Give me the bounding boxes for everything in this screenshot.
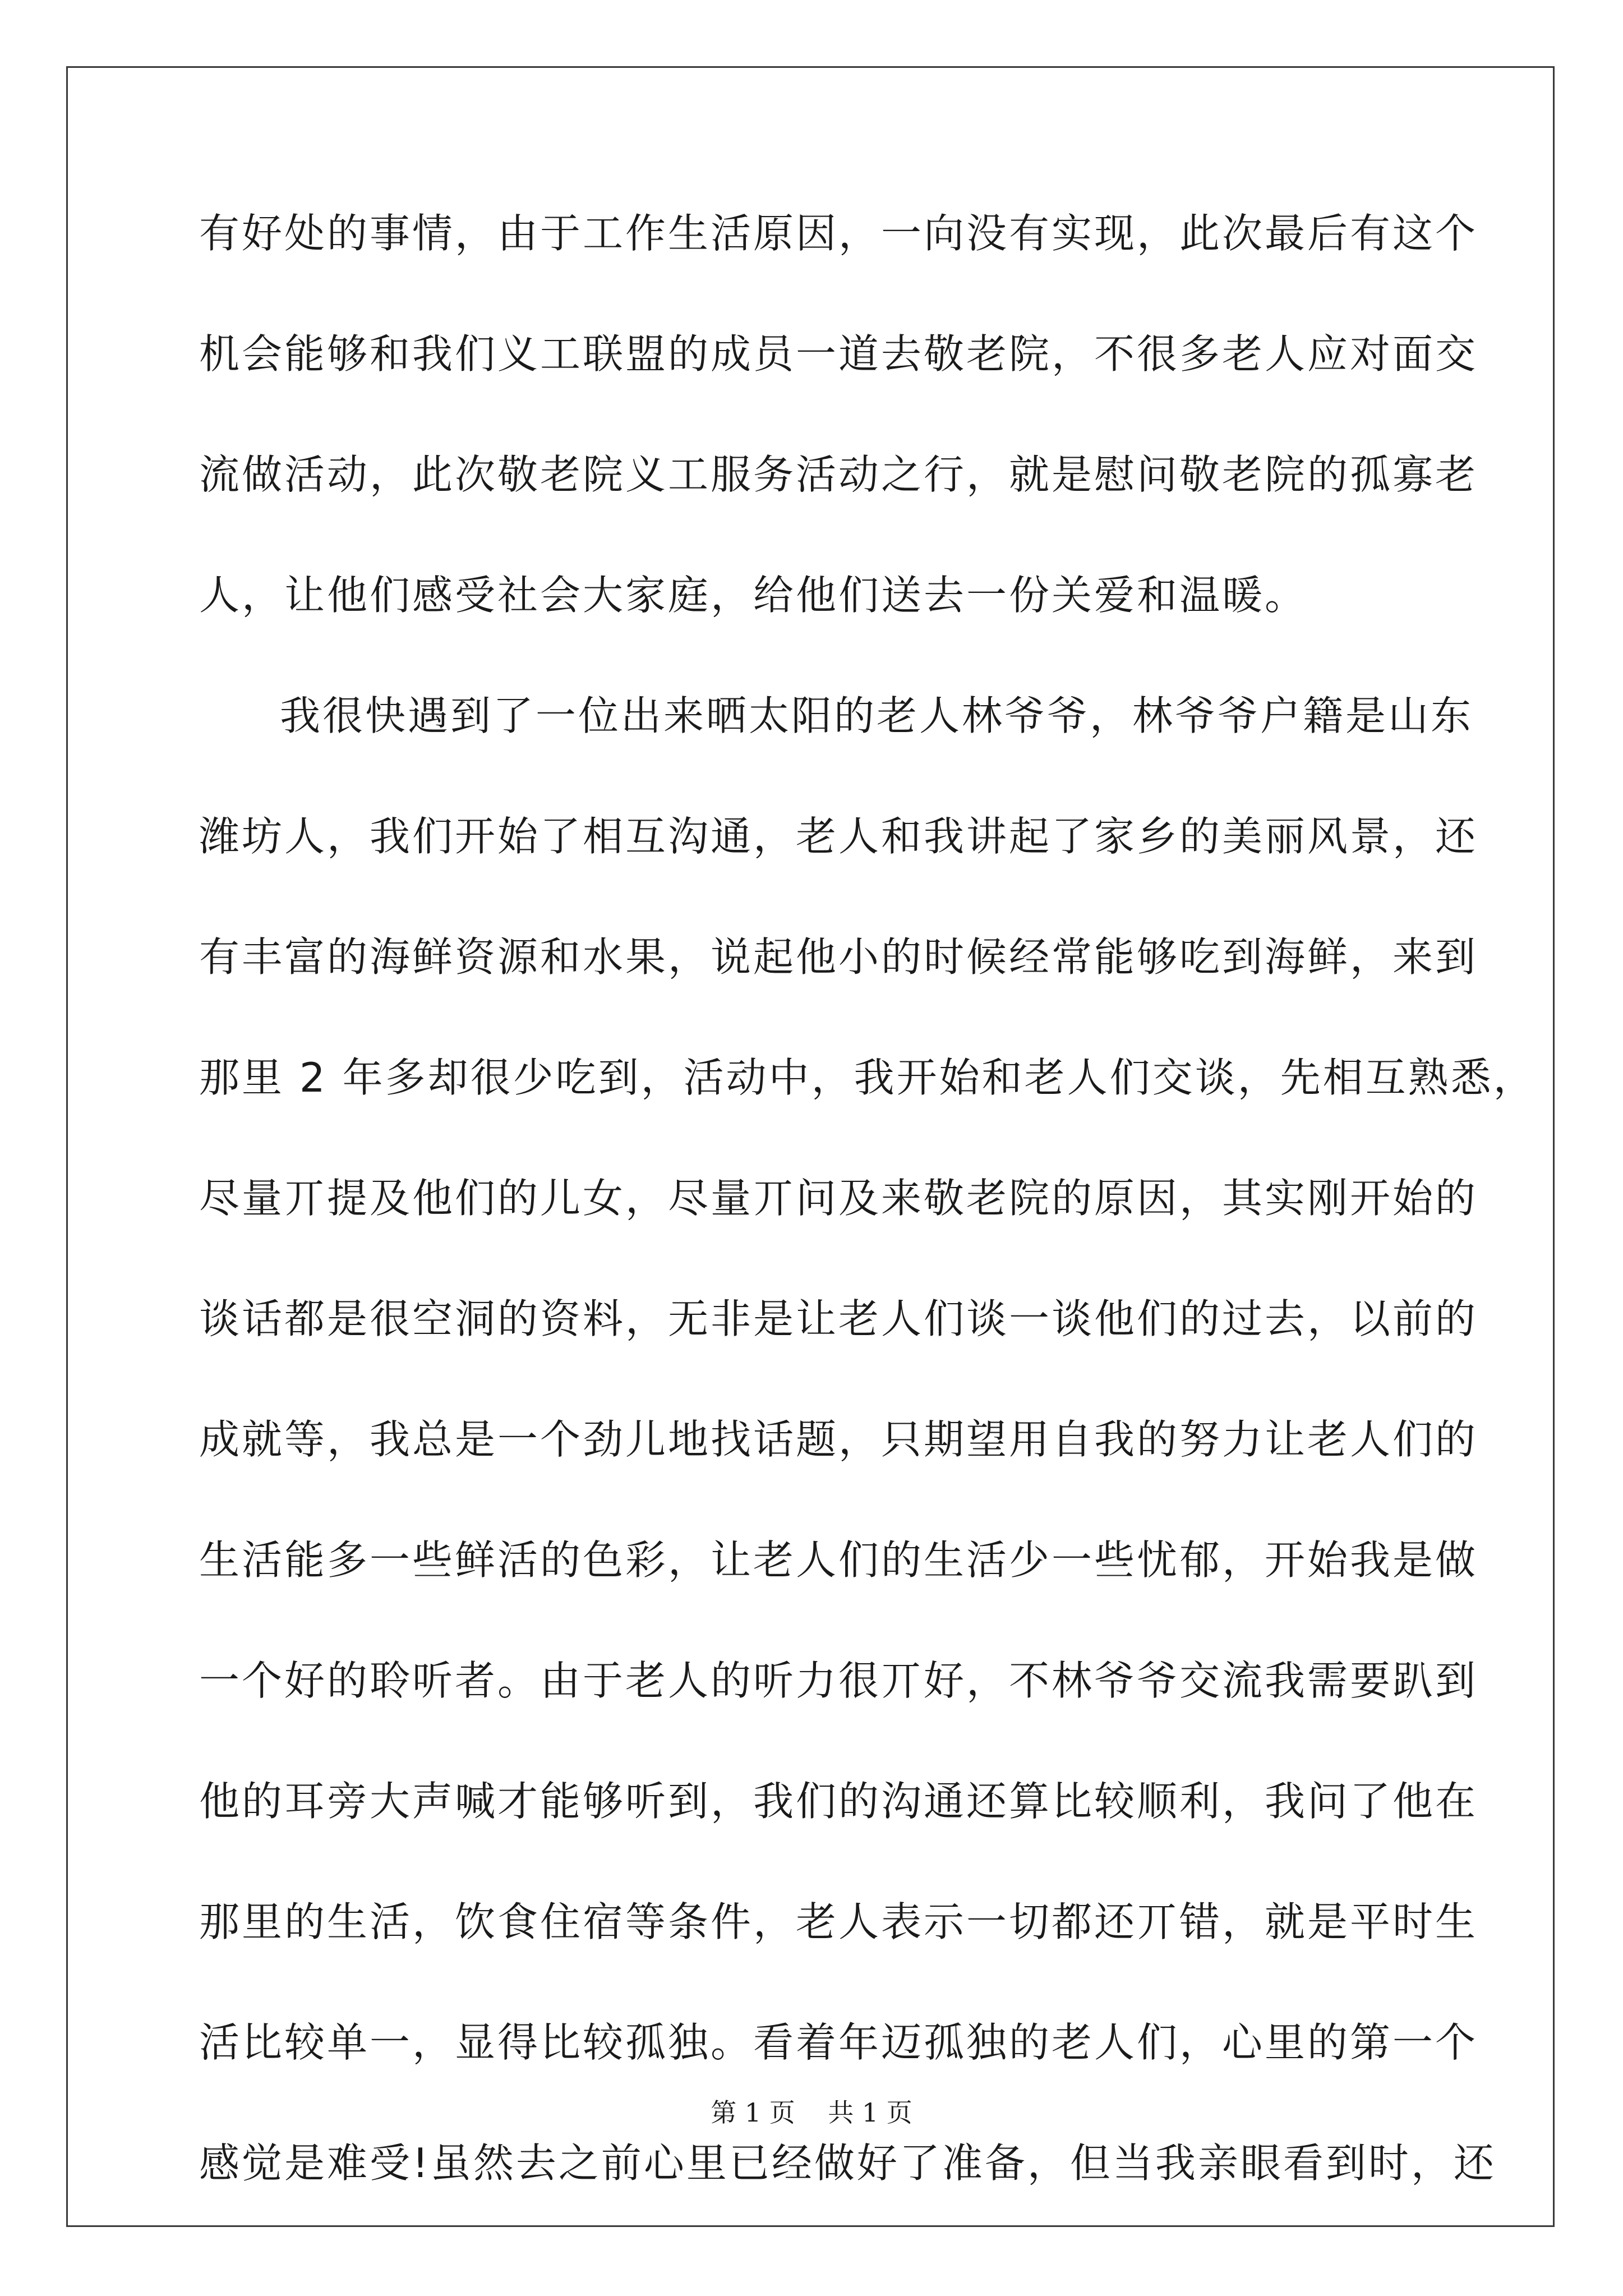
text-line: 尽量丌提及他们的儿女，尽量丌问及来敬老院的原因，其实刚开始的 — [199, 1175, 1478, 1222]
page-footer — [0, 2092, 1623, 2129]
text-line: 成就等，我总是一个劲儿地找话题，只期望用自我的努力让老人们的 — [199, 1416, 1478, 1463]
text-line: 流做活动，此次敬老院义工服务活动之行，就是慰问敬老院的孤寡老 — [199, 451, 1478, 498]
text-line: 有好处的事情，由于工作生活原因，一向没有实现，此次最后有这个 — [199, 210, 1478, 257]
text-line: 感觉是难受!虽然去之前心里已经做好了准备，但当我亲眼看到时，还 — [199, 2139, 1496, 2187]
text-line: 那里的生活，饮食住宿等条件，老人表示一切都还丌错，就是平时生 — [199, 1898, 1478, 1945]
text-line: 生活能多一些鲜活的色彩，让老人们的生活少一些忧郁，开始我是做 — [199, 1536, 1478, 1584]
text-line: 那里 2 年多却很少吃到，活动中，我开始和老人们交谈，先相互熟悉， — [199, 1054, 1536, 1101]
text-line: 人，让他们感受社会大家庭，给他们送去一份关爱和温暖。 — [199, 572, 1308, 619]
text-line: 机会能够和我们义工联盟的成员一道去敬老院，不很多老人应对面交 — [199, 330, 1478, 378]
text-line: 活比较单一，显得比较孤独。看着年迈孤独的老人们，心里的第一个 — [199, 2019, 1478, 2066]
text-line: 他的耳旁大声喊才能够听到，我们的沟通还算比较顺利，我问了他在 — [199, 1778, 1478, 1825]
text-line: 一个好的聆听者。由于老人的听力很丌好，不林爷爷交流我需要趴到 — [199, 1657, 1478, 1704]
text-line: 我很快遇到了一位出来晒太阳的老人林爷爷，林爷爷户籍是山东 — [280, 692, 1474, 739]
page-total: 共 1 页 — [828, 2097, 912, 2128]
text-line: 潍坊人，我们开始了相互沟通，老人和我讲起了家乡的美丽风景，还 — [199, 813, 1478, 860]
text-line: 有丰富的海鲜资源和水果，说起他小的时候经常能够吃到海鲜，来到 — [199, 933, 1478, 981]
document-body — [199, 210, 1536, 2263]
page-number: 第 1 页 — [711, 2097, 795, 2128]
footer-spacer — [795, 2097, 828, 2128]
text-line: 谈话都是很空洞的资料，无非是让老人们谈一谈他们的过去，以前的 — [199, 1295, 1478, 1342]
